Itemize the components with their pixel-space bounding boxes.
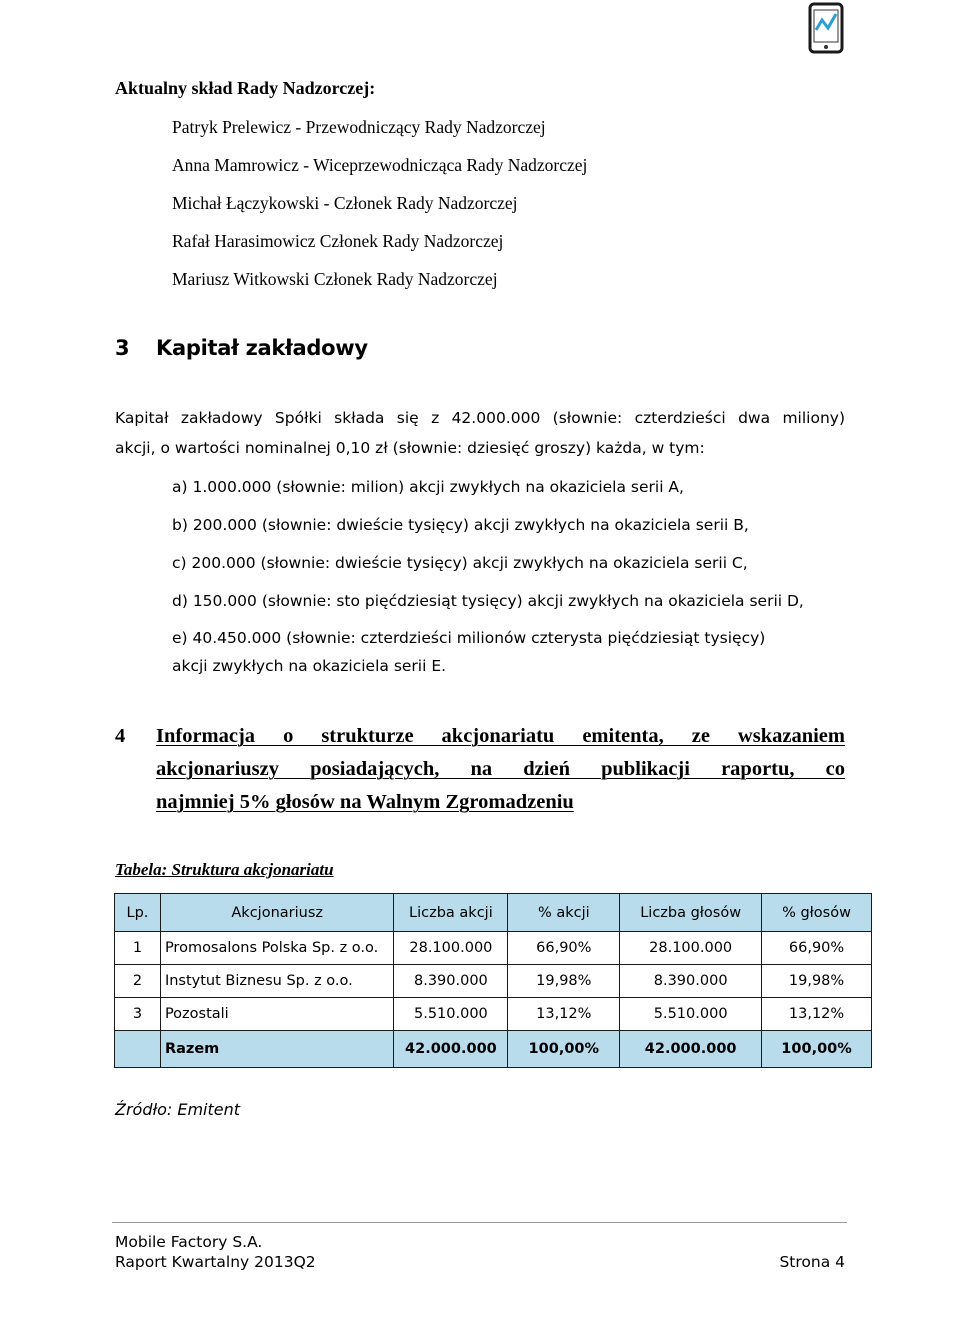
table-cell: 1 [115,932,161,965]
section-4-title-line: najmniej 5% głosów na Walnym Zgromadzeniu [156,791,574,813]
table-cell: 19,98% [762,965,872,998]
rada-heading: Aktualny skład Rady Nadzorczej: [115,78,376,98]
table-header-row [115,894,872,932]
table-cell: 66,90% [762,932,872,965]
shareholder-table [114,893,872,1068]
table-cell: 42.000.000 [394,1031,508,1068]
table-total-row [115,1031,872,1068]
company-logo-icon [806,0,846,56]
footer-report: Raport Kwartalny 2013Q2 [115,1253,316,1271]
share-series-item: e) 40.450.000 (słownie: czterdzieści milionów czterysta pięćdziesiąt tysięcy) [172,629,766,647]
rada-member: Anna Mamrowicz - Wiceprzewodnicząca Rady Nadzorczej [172,155,588,175]
column-header: Lp. [115,894,161,932]
table-row [115,932,872,965]
section-4-title-line: akcjonariuszy posiadających, na dzień publikacji raportu, co [156,758,845,780]
column-header: Liczba głosów [620,894,762,932]
rada-member: Patryk Prelewicz - Przewodniczący Rady Nadzorczej [172,117,546,137]
column-header: % akcji [508,894,620,932]
section-4-title-line: Informacja o strukturze akcjonariatu emitenta, ze wskazaniem [156,725,845,747]
share-series-item: c) 200.000 (słownie: dwieście tysięcy) akcji zwykłych na okaziciela serii C, [172,554,748,572]
footer-company: Mobile Factory S.A. [115,1233,263,1251]
section-4-heading [115,720,845,819]
table-cell: 2 [115,965,161,998]
table-cell: 100,00% [762,1031,872,1068]
table-cell: 5.510.000 [620,998,762,1031]
table-cell: 100,00% [508,1031,620,1068]
table-row [115,965,872,998]
table-cell: 8.390.000 [394,965,508,998]
footer-divider [112,1222,847,1223]
table-cell: 28.100.000 [394,932,508,965]
paragraph-line: Kapitał zakładowy Spółki składa się z 42.000.000 (słownie: czterdzieści dwa miliony) [115,409,845,427]
column-header: Liczba akcji [394,894,508,932]
section-3-title: Kapitał zakładowy [156,336,368,360]
table-cell [115,1031,161,1068]
section-4-number: 4 [115,725,126,747]
rada-member: Rafał Harasimowicz Członek Rady Nadzorczej [172,231,504,251]
table-source: Źródło: Emitent [115,1100,241,1119]
table-cell: 28.100.000 [620,932,762,965]
table-cell: Promosalons Polska Sp. z o.o. [160,932,393,965]
table-row [115,998,872,1031]
table-cell: 42.000.000 [620,1031,762,1068]
table-caption: Tabela: Struktura akcjonariatu [115,860,334,879]
share-series-item: a) 1.000.000 (słownie: milion) akcji zwykłych na okaziciela serii A, [172,478,684,496]
table-cell: 5.510.000 [394,998,508,1031]
rada-member: Mariusz Witkowski Członek Rady Nadzorczej [172,269,498,289]
section-3-heading [115,336,368,360]
table-cell: Pozostali [160,998,393,1031]
footer-page-number: Strona 4 [779,1253,845,1271]
table-cell: 3 [115,998,161,1031]
table-cell: 66,90% [508,932,620,965]
share-series-item: d) 150.000 (słownie: sto pięćdziesiąt tysięcy) akcji zwykłych na okaziciela serii D, [172,592,804,610]
section-3-paragraph [115,403,845,463]
table-cell: 13,12% [508,998,620,1031]
share-series-item-cont: akcji zwykłych na okaziciela serii E. [172,657,447,675]
paragraph-line: akcji, o wartości nominalnej 0,10 zł (słownie: dziesięć groszy) każda, w tym: [115,439,705,457]
table-cell: 8.390.000 [620,965,762,998]
table-cell: Instytut Biznesu Sp. z o.o. [160,965,393,998]
column-header: Akcjonariusz [160,894,393,932]
section-3-number: 3 [115,336,130,360]
section-4-title [156,720,845,819]
rada-member: Michał Łączykowski - Członek Rady Nadzorczej [172,193,518,213]
table-cell: 19,98% [508,965,620,998]
table-cell: Razem [160,1031,393,1068]
table-cell: 13,12% [762,998,872,1031]
share-series-item: b) 200.000 (słownie: dwieście tysięcy) akcji zwykłych na okaziciela serii B, [172,516,749,534]
column-header: % głosów [762,894,872,932]
